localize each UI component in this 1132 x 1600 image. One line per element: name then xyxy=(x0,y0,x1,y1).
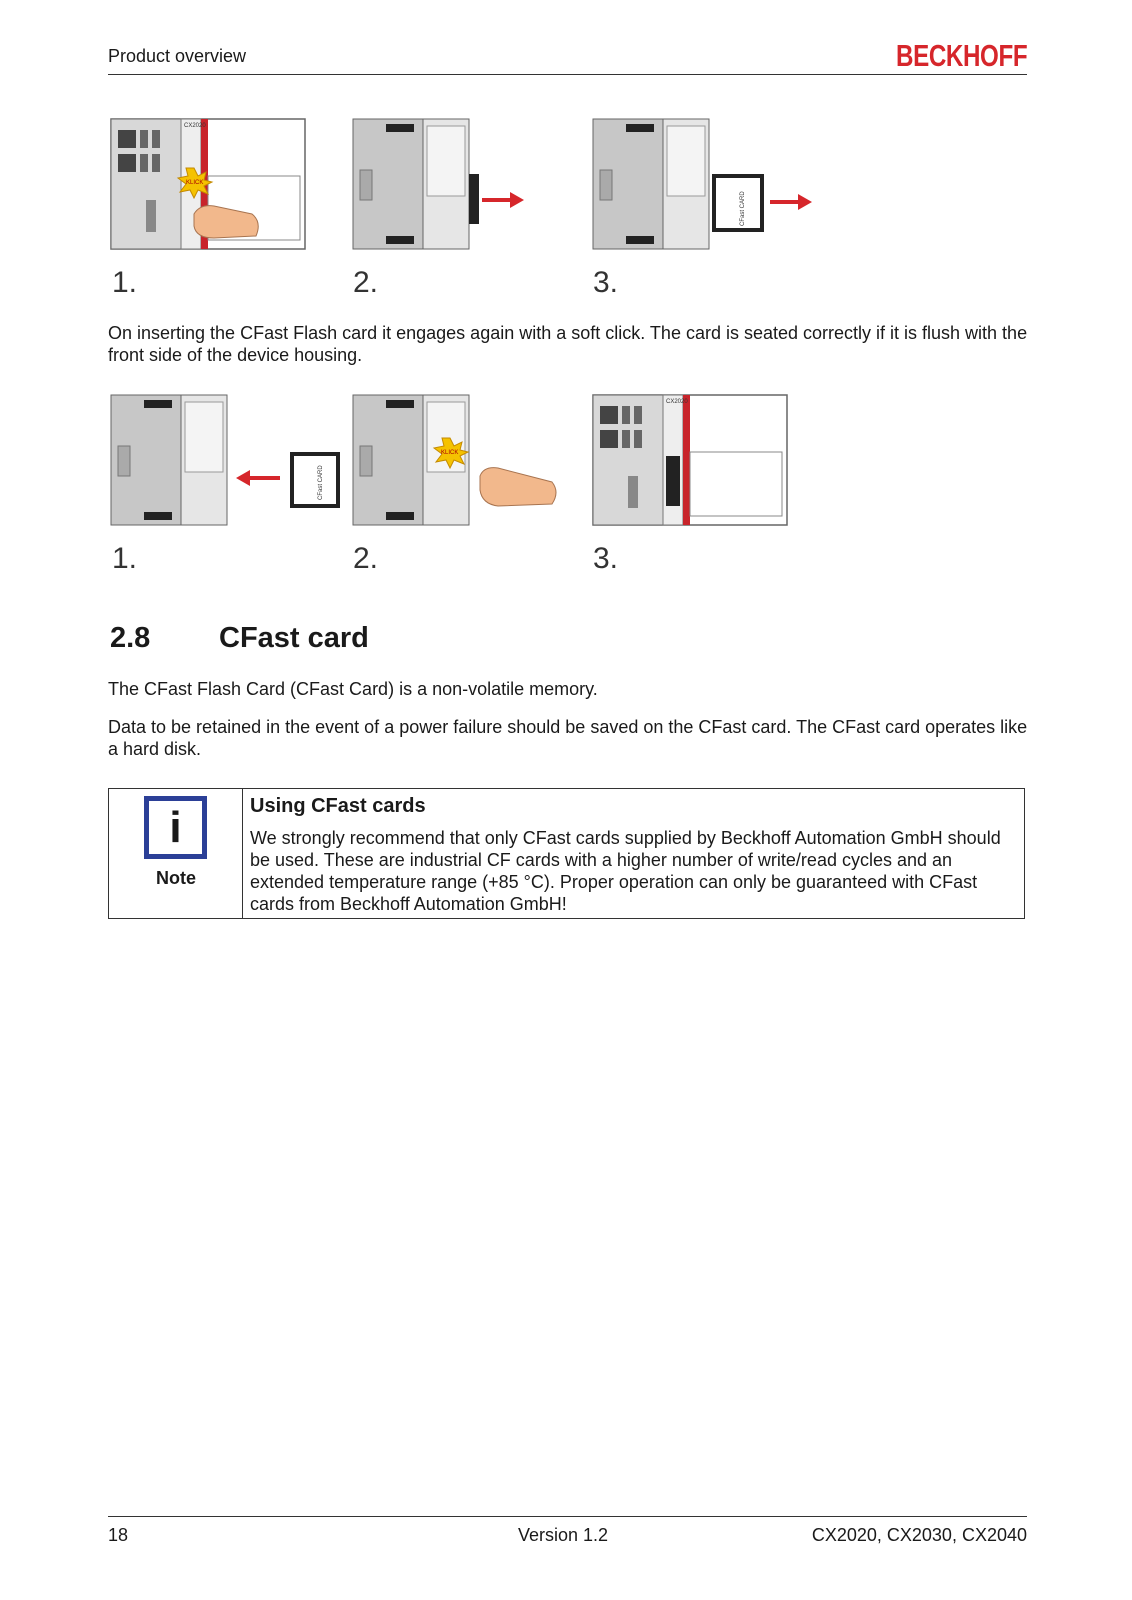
note-icon-column xyxy=(109,789,243,918)
brand-logo: BECKHOFF xyxy=(895,38,1027,73)
note-label: Note xyxy=(156,868,196,888)
figure-insert-step-2 xyxy=(352,394,567,528)
step-number-r1-2: 2. xyxy=(353,266,379,299)
figure-remove-step-3 xyxy=(592,118,817,252)
footer-divider xyxy=(108,1516,1027,1517)
header-section-title: Product overview xyxy=(108,46,247,66)
step-number-r2-1: 1. xyxy=(112,542,138,575)
step-number-r2-2: 2. xyxy=(353,542,379,575)
body-paragraph-1: The CFast Flash Card (CFast Card) is a non-volatile memory. xyxy=(108,679,598,699)
figure-insert-step-1 xyxy=(110,394,345,528)
klick-label-1: KLICK xyxy=(186,180,204,186)
step-number-r2-3: 3. xyxy=(593,542,619,575)
note-text: We strongly recommend that only CFast cards supplied by Beckhoff Automation GmbH should be used. These are industrial CF cards with a higher number of write/read cycles and an extended temperature range (+85 °C). Proper operation can only be guaranteed with CFast cards from Beckhoff Automation GmbH! xyxy=(250,828,1001,914)
section-number: 2.8 xyxy=(110,622,151,654)
step-number-r1-3: 3. xyxy=(593,266,619,299)
section-title: CFast card xyxy=(219,622,369,654)
card-label-1: CFast CARD xyxy=(740,191,746,226)
insert-instructions-paragraph: On inserting the CFast Flash card it engages again with a soft click. The card is seated correctly if it is flush with the front side of the device housing. xyxy=(108,323,1028,365)
note-title: Using CFast cards xyxy=(250,795,426,817)
header-divider xyxy=(108,74,1027,75)
model-label-2: CX2020 xyxy=(666,399,688,405)
figure-remove-step-1 xyxy=(110,118,306,252)
figure-insert-step-3 xyxy=(592,394,788,528)
body-paragraph-2: Data to be retained in the event of a power failure should be saved on the CFast card. The CFast card operates like a hard disk. xyxy=(108,717,1028,759)
footer-version: Version 1.2 xyxy=(518,1525,609,1545)
klick-label-2: KLICK xyxy=(441,450,459,456)
note-box xyxy=(108,788,1025,919)
info-icon: i xyxy=(144,796,207,859)
footer-models: CX2020, CX2030, CX2040 xyxy=(811,1525,1027,1545)
card-label-2: CFast CARD xyxy=(318,465,324,500)
footer-page-number: 18 xyxy=(108,1525,129,1545)
figure-remove-step-2 xyxy=(352,118,532,252)
model-label-1: CX2020 xyxy=(184,123,206,129)
step-number-r1-1: 1. xyxy=(112,266,138,299)
